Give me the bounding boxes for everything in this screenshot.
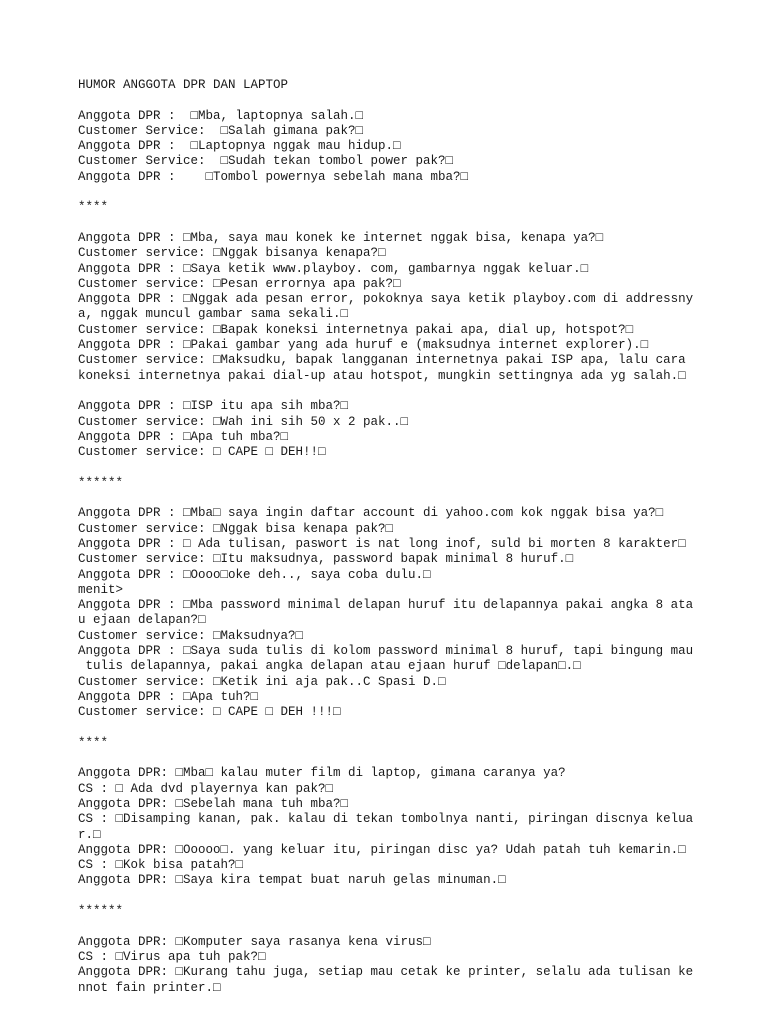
text-line: Anggota DPR: □Komputer saya rasanya kena virus□ <box>78 934 431 949</box>
text-line: r.□ <box>78 827 101 842</box>
text-line: ****** <box>78 475 124 490</box>
text-line: CS : □Virus apa tuh pak?□ <box>78 949 266 964</box>
text-line: Customer service: □Itu maksudnya, password bapak minimal 8 huruf.□ <box>78 552 574 567</box>
text-line: ****** <box>78 904 124 919</box>
text-line: Anggota DPR: □Sebelah mana tuh mba?□ <box>78 796 349 811</box>
text-line: Customer service: □Bapak koneksi internetnya pakai apa, dial up, hotspot?□ <box>78 322 634 337</box>
text-line: Customer service: □Pesan errornya apa pak?□ <box>78 276 401 291</box>
text-line: Anggota DPR: □Kurang tahu juga, setiap mau cetak ke printer, selalu ada tulisan ke <box>78 965 694 980</box>
text-line: Anggota DPR: □Saya kira tempat buat naruh gelas minuman.□ <box>78 873 506 888</box>
text-line: Customer service: □Maksudnya?□ <box>78 628 304 643</box>
text-line: a, nggak muncul gambar sama sekali.□ <box>78 307 349 322</box>
text-line: Anggota DPR: □Mba□ kalau muter film di laptop, gimana caranya ya? <box>78 766 566 781</box>
text-line: Customer service: □Maksudku, bapak langganan internetnya pakai ISP apa, lalu cara <box>78 353 686 368</box>
text-line: Anggota DPR : □Tombol powernya sebelah mana mba?□ <box>78 169 469 184</box>
text-line: Anggota DPR: □Ooooo□. yang keluar itu, piringan disc ya? Udah patah tuh kemarin.□ <box>78 842 686 857</box>
text-line: CS : □Kok bisa patah?□ <box>78 858 244 873</box>
text-line: tulis delapannya, pakai angka delapan atau ejaan huruf □delapan□.□ <box>78 659 581 674</box>
text-line: Anggota DPR : □Apa tuh mba?□ <box>78 429 289 444</box>
text-line: Customer service: □ CAPE □ DEH !!!□ <box>78 705 341 720</box>
blank-line <box>78 460 768 475</box>
text-line: Anggota DPR : □Saya suda tulis di kolom password minimal 8 huruf, tapi bingung mau <box>78 643 694 658</box>
text-line: menit> <box>78 582 124 597</box>
blank-line <box>78 919 768 934</box>
text-line: Anggota DPR : □ISP itu apa sih mba?□ <box>78 399 349 414</box>
text-line: Customer service: □ CAPE □ DEH!!□ <box>78 445 326 460</box>
text-line: Customer service: □Wah ini sih 50 x 2 pak..□ <box>78 414 409 429</box>
text-line: Anggota DPR : □Mba, laptopnya salah.□ <box>78 108 364 123</box>
blank-line <box>78 384 768 399</box>
text-line: CS : □ Ada dvd playernya kan pak?□ <box>78 781 334 796</box>
text-line: Customer service: □Ketik ini aja pak..C Spasi D.□ <box>78 674 446 689</box>
text-line: **** <box>78 200 109 215</box>
blank-line <box>78 93 768 108</box>
text-line: Customer Service: □Sudah tekan tombol power pak?□ <box>78 154 454 169</box>
document-body <box>78 78 768 996</box>
blank-line <box>78 491 768 506</box>
text-line: koneksi internetnya pakai dial-up atau hotspot, mungkin settingnya ada yg salah.□ <box>78 368 686 383</box>
text-line: Anggota DPR : □Saya ketik www.playboy. com, gambarnya nggak keluar.□ <box>78 261 589 276</box>
text-line: Anggota DPR : □Pakai gambar yang ada huruf e (maksudnya internet explorer).□ <box>78 338 649 353</box>
text-line: Anggota DPR : □Laptopnya nggak mau hidup.□ <box>78 139 401 154</box>
blank-line <box>78 889 768 904</box>
blank-line <box>78 185 768 200</box>
text-line: Anggota DPR : □Mba password minimal delapan huruf itu delapannya pakai angka 8 ata <box>78 598 694 613</box>
text-line: Anggota DPR : □Apa tuh?□ <box>78 689 259 704</box>
text-line: Anggota DPR : □Mba, saya mau konek ke internet nggak bisa, kenapa ya?□ <box>78 230 604 245</box>
text-line: Customer Service: □Salah gimana pak?□ <box>78 123 364 138</box>
text-line: **** <box>78 735 109 750</box>
text-line: Customer service: □Nggak bisa kenapa pak?□ <box>78 521 394 536</box>
blank-line <box>78 720 768 735</box>
text-line: nnot fain printer.□ <box>78 980 221 995</box>
text-line: Anggota DPR : □Oooo□oke deh.., saya coba dulu.□ <box>78 567 431 582</box>
text-line: Anggota DPR : □Nggak ada pesan error, pokoknya saya ketik playboy.com di addressny <box>78 292 694 307</box>
text-line: CS : □Disamping kanan, pak. kalau di tekan tombolnya nanti, piringan discnya kelua <box>78 812 694 827</box>
text-line: u ejaan delapan?□ <box>78 613 206 628</box>
blank-line <box>78 216 768 231</box>
text-line: Customer service: □Nggak bisanya kenapa?□ <box>78 246 386 261</box>
text-line: Anggota DPR : □Mba□ saya ingin daftar account di yahoo.com kok nggak bisa ya?□ <box>78 506 664 521</box>
blank-line <box>78 751 768 766</box>
document-title: HUMOR ANGGOTA DPR DAN LAPTOP <box>78 78 289 92</box>
text-line: Anggota DPR : □ Ada tulisan, paswort is nat long inof, suld bi morten 8 karakter□ <box>78 536 686 551</box>
